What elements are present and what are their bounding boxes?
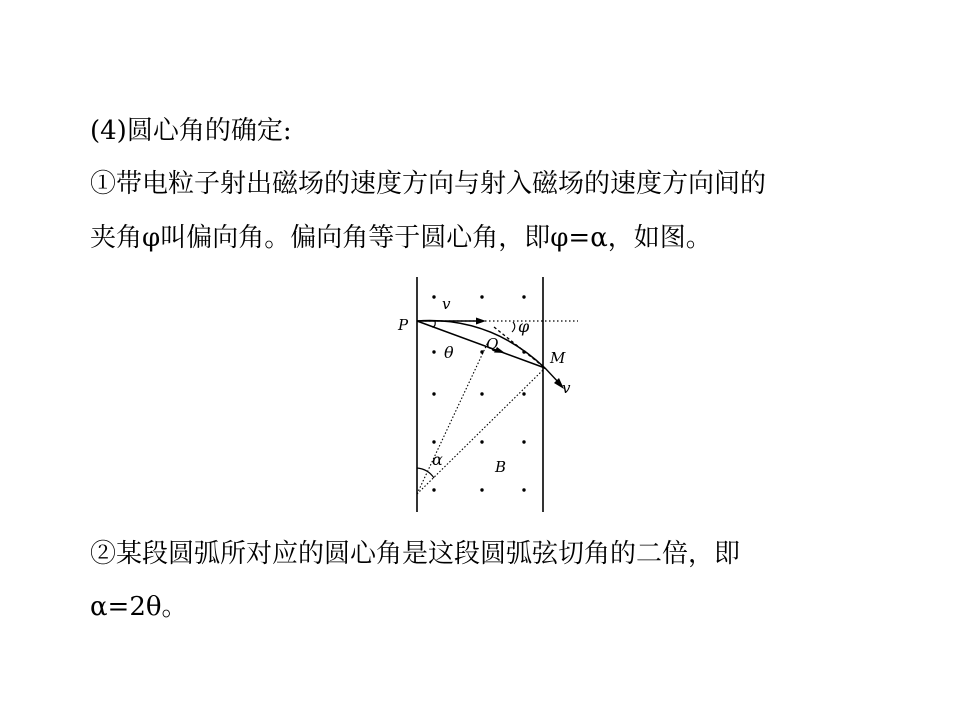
- radius-OM: [417, 368, 545, 494]
- label-B: B: [495, 458, 507, 476]
- magnetic-field-diagram: [390, 272, 590, 517]
- initial-velocity-arrowhead: [476, 318, 486, 325]
- label-M: M: [550, 349, 566, 367]
- label-Q: Q: [486, 335, 499, 353]
- heading-central-angle: (4)圆心角的确定:: [90, 116, 292, 146]
- label-phi: φ: [518, 317, 530, 336]
- paragraph-deflection-2: 夹角φ叫偏向角。偏向角等于圆心角，即φ=α，如图。: [90, 223, 712, 253]
- alpha-angle-arc: [417, 468, 434, 478]
- label-v-initial: v: [442, 295, 451, 313]
- label-P: P: [398, 316, 409, 334]
- phi-angle-arc: [512, 322, 515, 332]
- paragraph-chord-tangent-1: ②某段圆弧所对应的圆心角是这段圆弧弦切角的二倍，即: [90, 539, 741, 569]
- label-alpha: α: [432, 450, 443, 469]
- label-v-exit: v: [562, 379, 571, 397]
- paragraph-chord-tangent-2: α=2θ。: [90, 592, 188, 622]
- paragraph-deflection-1: ①带电粒子射出磁场的速度方向与射入磁场的速度方向间的: [90, 169, 767, 199]
- label-theta: θ: [444, 343, 454, 362]
- field-dots: [432, 295, 525, 491]
